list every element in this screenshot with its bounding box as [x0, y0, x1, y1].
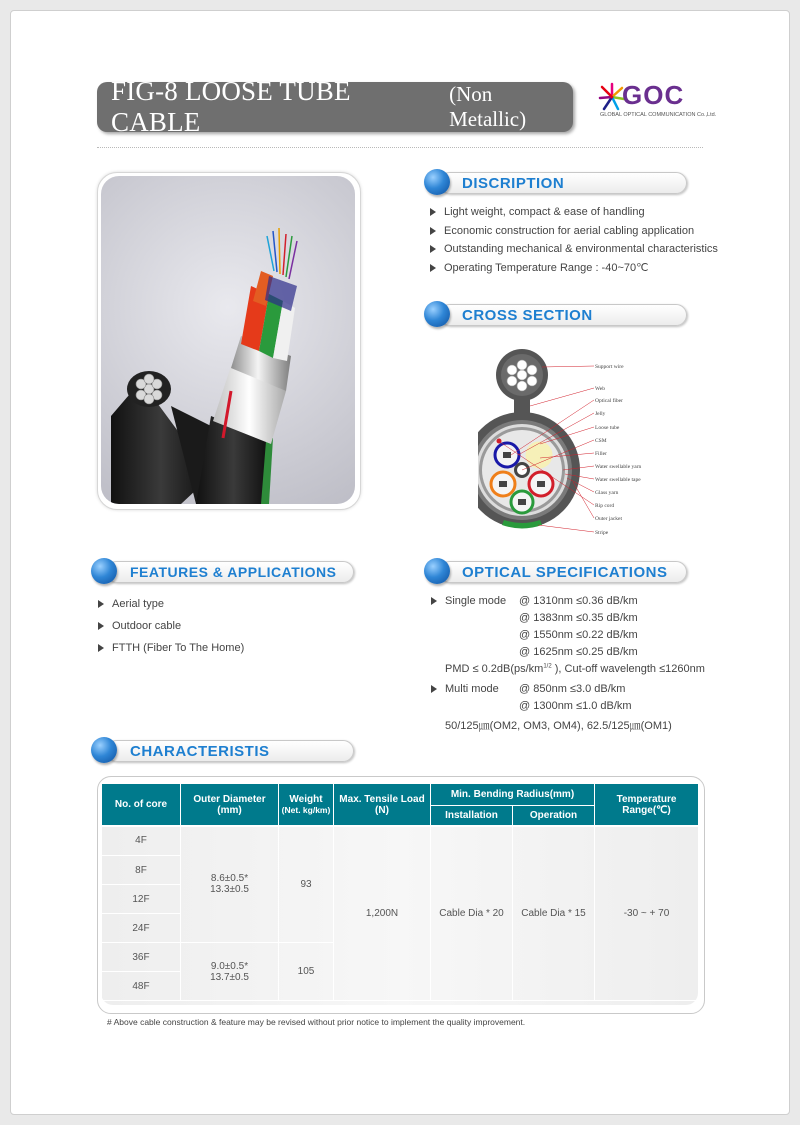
table-cell-cores: 12F: [102, 885, 181, 914]
page-title: FIG-8 LOOSE TUBE CABLE: [111, 76, 351, 137]
label-rip-cord: Rip cord: [595, 503, 615, 509]
triangle-bullet-icon: [98, 622, 104, 630]
list-item: Operating Temperature Range : -40~70℃: [430, 259, 730, 278]
list-item: Outstanding mechanical & environmental characteristics: [430, 240, 730, 259]
spec-table: [101, 783, 699, 1001]
triangle-bullet-icon: [430, 264, 436, 272]
goc-logo: [598, 80, 717, 124]
table-cell-od: 8.6±0.5* 13.3±0.5: [181, 826, 279, 943]
header-outer-diameter: Outer Diameter (mm): [181, 784, 279, 826]
table-cell-cores: 4F: [102, 826, 181, 856]
single-mode-row: Single mode @ 1310nm ≤0.36 dB/km: [431, 595, 721, 612]
table-cell-cores: 8F: [102, 856, 181, 885]
table-cell-operation: Cable Dia * 15: [513, 826, 595, 1001]
pmd-row: PMD ≤ $0.2dB(ps/km^{1/2}$ ), Cut-off wavelength ≤1260nm: [445, 663, 705, 675]
logo-name: GOC: [622, 80, 685, 110]
description-list: [430, 203, 730, 277]
page-subtitle: (Non Metallic): [449, 82, 527, 131]
list-item: Light weight, compact & ease of handling: [430, 203, 730, 222]
section-bullet-icon: [91, 558, 117, 584]
title-bar: [97, 76, 573, 137]
label-water-swellable-yarn: Water swellable yarn: [595, 464, 642, 470]
list-item: Aerial type: [98, 593, 358, 615]
product-photo: [101, 176, 355, 504]
table-cell-installation: Cable Dia * 20: [431, 826, 513, 1001]
list-item: FTTH (Fiber To The Home): [98, 637, 358, 659]
header-weight: Weight (Net. kg/km): [279, 784, 334, 826]
triangle-bullet-icon: [98, 644, 104, 652]
label-optical-fiber: Optical fiber: [595, 398, 623, 404]
header-temperature: Temperature Range(℃): [595, 784, 699, 826]
list-item: Outdoor cable: [98, 615, 358, 637]
list-item: Economic construction for aerial cabling application: [430, 222, 730, 241]
table-cell-tensile: 1,200N: [334, 826, 431, 1001]
triangle-bullet-icon: [431, 597, 437, 605]
label-outer-jacket: Outer jacket: [595, 516, 623, 522]
table-cell-temperature: -30 ~ + 70: [595, 826, 699, 1001]
label-csm: CSM: [595, 438, 607, 444]
cable-illustration: [101, 176, 355, 504]
section-bullet-icon: [424, 558, 450, 584]
header-tensile: Max. Tensile Load (N): [334, 784, 431, 826]
label-support-wire: Support wire: [595, 364, 624, 370]
triangle-bullet-icon: [430, 208, 436, 216]
triangle-bullet-icon: [431, 685, 437, 693]
label-stripe: Stripe: [595, 530, 609, 536]
triangle-bullet-icon: [430, 227, 436, 235]
label-loose-tube: Loose tube: [595, 425, 620, 431]
table-cell-cores: 24F: [102, 914, 181, 943]
label-web: Web: [595, 386, 605, 392]
header-bending: Min. Bending Radius(mm): [431, 784, 595, 806]
table-cell-cores: 48F: [102, 972, 181, 1001]
header-installation: Installation: [431, 806, 513, 826]
table-cell-cores: 36F: [102, 943, 181, 972]
label-water-swellable-tape: Water swellable tape: [595, 477, 641, 483]
section-bullet-icon: [91, 737, 117, 763]
label-filler: Filler: [595, 451, 607, 457]
multi-mode-row: Multi mode @ 850nm ≤3.0 dB/km: [431, 683, 721, 700]
fiber-types: 50/125㎛(OM2, OM3, OM4), 62.5/125㎛(OM1): [445, 720, 672, 732]
section-bullet-icon: [424, 301, 450, 327]
title-divider: [97, 147, 703, 148]
header-cores: No. of core: [102, 784, 181, 826]
cross-section-diagram: [478, 342, 658, 542]
label-jelly: Jelly: [595, 411, 606, 417]
triangle-bullet-icon: [98, 600, 104, 608]
features-list: [98, 593, 358, 659]
triangle-bullet-icon: [430, 245, 436, 253]
table-cell-weight: 93: [279, 826, 334, 943]
logo-tagline: GLOBAL OPTICAL COMMUNICATION Co.,Ltd.: [600, 112, 717, 118]
footnote: # Above cable construction & feature may be revised without prior notice to implement the quality improvement.: [107, 1017, 526, 1027]
table-cell-od: 9.0±0.5* 13.7±0.5: [181, 943, 279, 1001]
header-operation: Operation: [513, 806, 595, 826]
section-bullet-icon: [424, 169, 450, 195]
label-glass-yarn: Glass yarn: [595, 490, 619, 496]
table-cell-weight: 105: [279, 943, 334, 1001]
optical-specs: Single mode @ 1310nm ≤0.36 dB/km @ 1383nm ≤0.35 dB/km @ 1550nm ≤0.22 dB/km @ 1625nm ≤0.25 dB/km PMD ≤ $0.2dB(ps/km^{1/2}$ ), Cut-off wavelength ≤1260nm Multi mode @ 850nm ≤3.0 dB/km @ 1300nm ≤1.0 dB/km 50/125㎛(OM2, OM3, OM4), 62.5/125㎛(OM1): [431, 595, 721, 734]
